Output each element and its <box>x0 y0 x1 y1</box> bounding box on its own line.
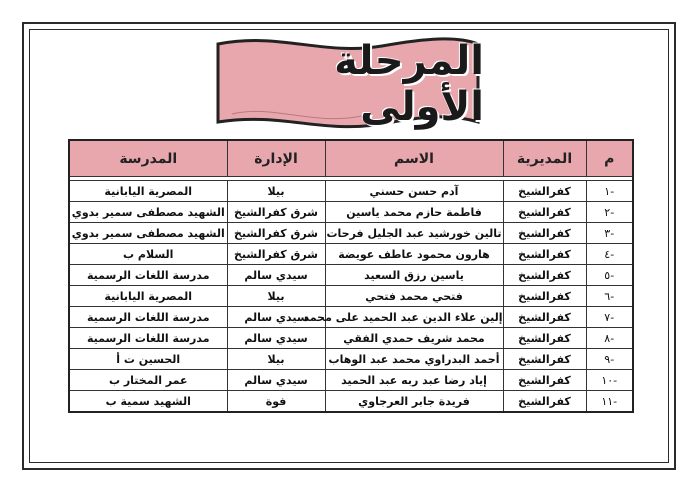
cell-school: الحسين ت أ <box>69 349 227 370</box>
header-administration: الإدارة <box>227 140 325 177</box>
cell-administration: بيلا <box>227 286 325 307</box>
cell-school: الشهيد سمية ب <box>69 391 227 413</box>
header-num: م <box>586 140 633 177</box>
cell-school: الشهيد مصطفى سمير بدوي <box>69 223 227 244</box>
cell-num: -٨ <box>586 328 633 349</box>
cell-directorate: كفرالشيخ <box>503 307 586 328</box>
table-header-row <box>69 140 633 177</box>
cell-administration: سيدي سالم <box>227 265 325 286</box>
table-row <box>69 370 633 391</box>
table-row <box>69 181 633 202</box>
cell-name: محمد شريف حمدي الفقي <box>325 328 503 349</box>
cell-school: مدرسة اللغات الرسمية <box>69 307 227 328</box>
cell-num: -٤ <box>586 244 633 265</box>
cell-directorate: كفرالشيخ <box>503 181 586 202</box>
cell-school: السلام ب <box>69 244 227 265</box>
cell-directorate: كفرالشيخ <box>503 328 586 349</box>
table-row <box>69 391 633 413</box>
cell-name: فتحي محمد فتحي <box>325 286 503 307</box>
cell-name: إلين علاء الدين عبد الحميد على محمد <box>325 307 503 328</box>
cell-directorate: كفرالشيخ <box>503 370 586 391</box>
cell-num: -٢ <box>586 202 633 223</box>
cell-administration: سيدي سالم <box>227 328 325 349</box>
cell-directorate: كفرالشيخ <box>503 349 586 370</box>
cell-school: المصرية اليابانية <box>69 286 227 307</box>
cell-name: هارون محمود عاطف عويضة <box>325 244 503 265</box>
cell-num: -١ <box>586 181 633 202</box>
cell-name: أحمد البدراوي محمد عبد الوهاب <box>325 349 503 370</box>
table-row <box>69 265 633 286</box>
table-row <box>69 223 633 244</box>
header-directorate: المديرية <box>503 140 586 177</box>
cell-directorate: كفرالشيخ <box>503 265 586 286</box>
header-name: الاسم <box>325 140 503 177</box>
cell-name: فاطمة حازم محمد ياسين <box>325 202 503 223</box>
cell-administration: فوة <box>227 391 325 413</box>
cell-num: -١١ <box>586 391 633 413</box>
cell-directorate: كفرالشيخ <box>503 286 586 307</box>
table-row <box>69 349 633 370</box>
cell-school: الشهيد مصطفى سمير بدوي <box>69 202 227 223</box>
cell-name: آدم حسن حسني <box>325 181 503 202</box>
cell-directorate: كفرالشيخ <box>503 223 586 244</box>
cell-administration: سيدي سالم <box>227 307 325 328</box>
header-school: المدرسة <box>69 140 227 177</box>
cell-num: -٣ <box>586 223 633 244</box>
table-row <box>69 244 633 265</box>
cell-directorate: كفرالشيخ <box>503 391 586 413</box>
cell-school: المصرية اليابانية <box>69 181 227 202</box>
cell-name: ياسين رزق السعيد <box>325 265 503 286</box>
cell-administration: بيلا <box>227 181 325 202</box>
cell-administration: بيلا <box>227 349 325 370</box>
cell-num: -١٠ <box>586 370 633 391</box>
cell-name: تالين خورشيد عبد الجليل فرحات <box>325 223 503 244</box>
cell-administration: شرق كفرالشيخ <box>227 202 325 223</box>
cell-name: إياد رضا عبد ربه عبد الحميد <box>325 370 503 391</box>
cell-school: مدرسة اللغات الرسمية <box>69 265 227 286</box>
cell-num: -٥ <box>586 265 633 286</box>
cell-num: -٧ <box>586 307 633 328</box>
table-row <box>69 286 633 307</box>
cell-directorate: كفرالشيخ <box>503 244 586 265</box>
roster-table <box>68 139 634 413</box>
cell-administration: شرق كفرالشيخ <box>227 223 325 244</box>
title-banner <box>212 34 484 134</box>
cell-directorate: كفرالشيخ <box>503 202 586 223</box>
table-row <box>69 202 633 223</box>
table-row <box>69 307 633 328</box>
table-row <box>69 328 633 349</box>
cell-num: -٩ <box>586 349 633 370</box>
cell-administration: سيدي سالم <box>227 370 325 391</box>
cell-administration: شرق كفرالشيخ <box>227 244 325 265</box>
page-title: المرحلة الأولى <box>334 38 484 130</box>
cell-school: عمر المختار ب <box>69 370 227 391</box>
cell-school: مدرسة اللغات الرسمية <box>69 328 227 349</box>
cell-num: -٦ <box>586 286 633 307</box>
cell-name: فريدة جابر العرجاوي <box>325 391 503 413</box>
